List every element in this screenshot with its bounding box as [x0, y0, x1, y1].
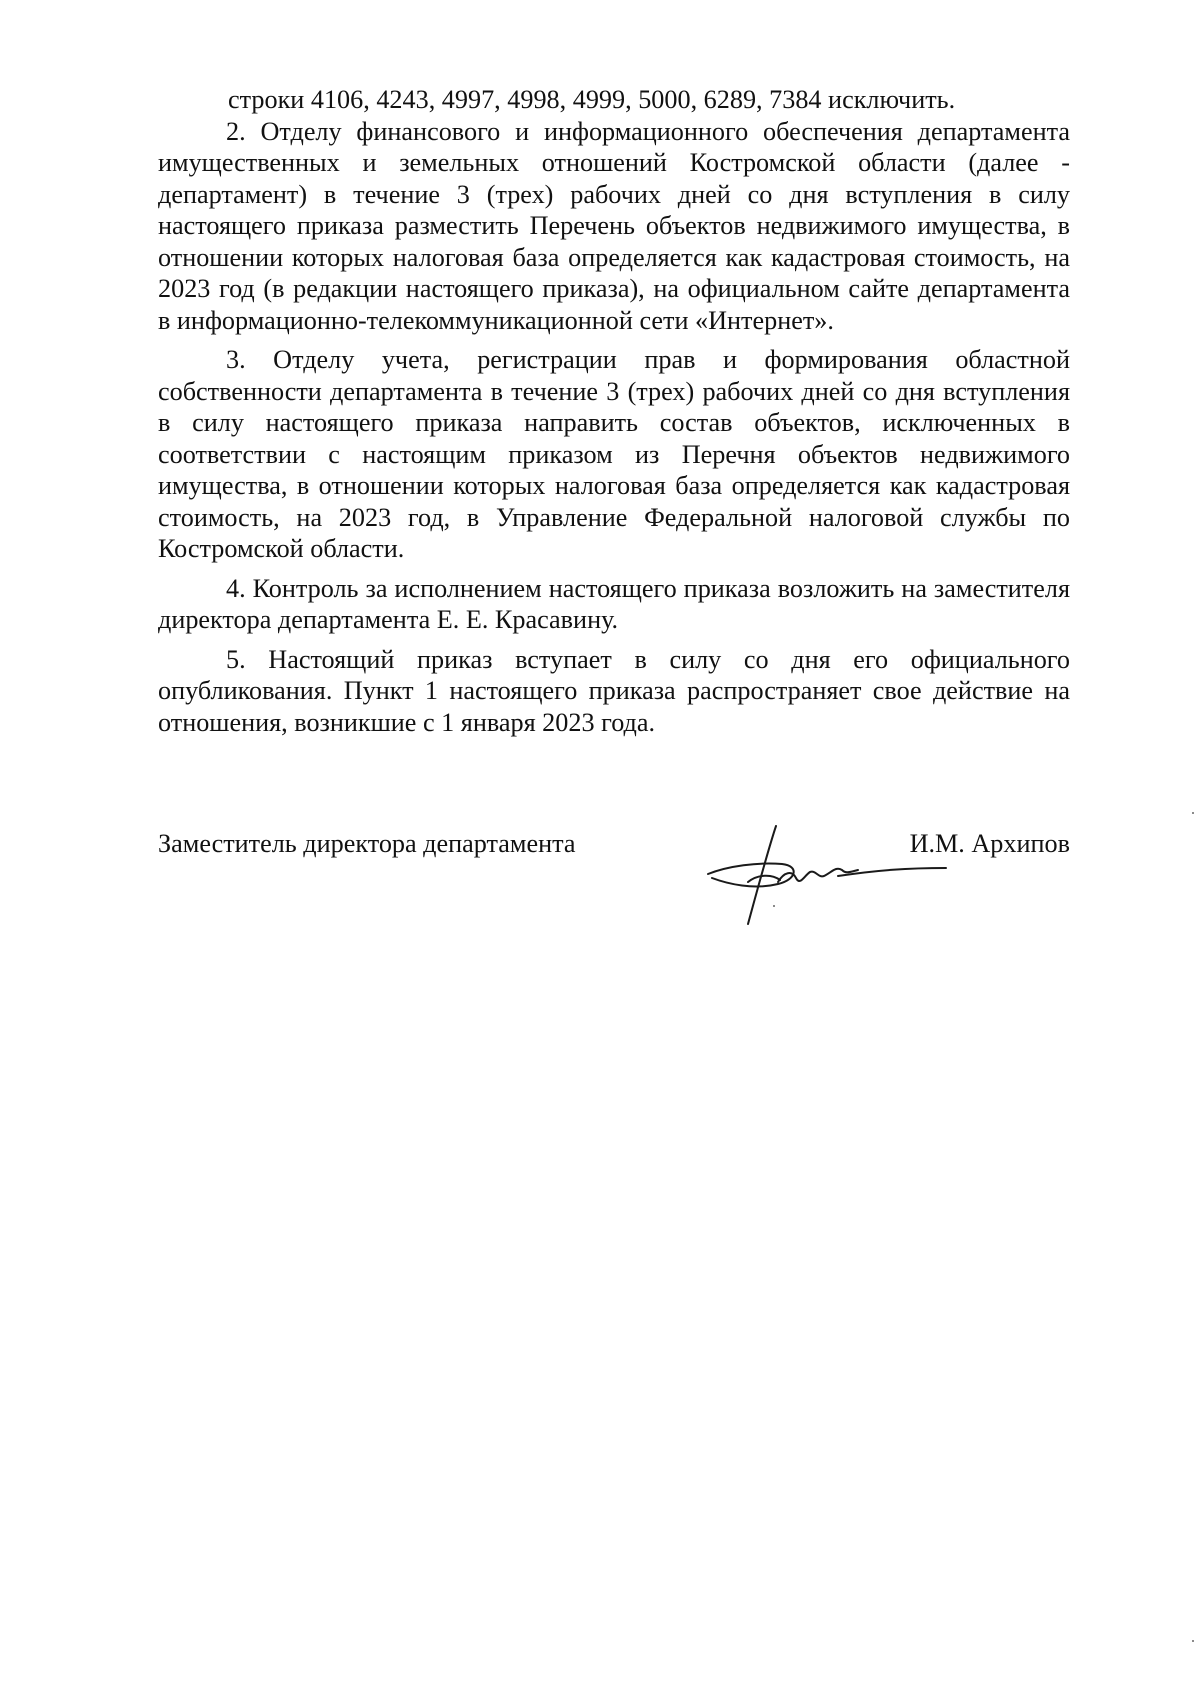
- paragraph-1-tail: строки 4106, 4243, 4997, 4998, 4999, 5000, 6289, 7384 исключить.: [228, 85, 956, 114]
- signature-block: [158, 828, 1070, 948]
- paragraph-2: 2. Отделу финансового и информационного обеспечения департамента имущественных и земельных отношений Костромской области (далее - департамент) в течение 3 (трех) рабочих дней со дня вступления в силу настоящего приказа разместить Перечень объектов недвижимого имущества, в отношении которых налоговая база определяется как кадастровая стоимость, на 2023 год (в редакции настоящего приказа), на официальном сайте департамента в информационно-телекоммуникационной сети «Интернет».: [158, 116, 1070, 335]
- document-body: [158, 84, 1070, 738]
- scan-speck: [1192, 812, 1194, 814]
- paragraph-4: 4. Контроль за исполнением настоящего приказа возложить на заместителя директора департамента Е. Е. Красавину.: [158, 573, 1070, 634]
- signer-name: И.М. Архипов: [909, 829, 1070, 858]
- scan-speck: [773, 905, 775, 907]
- paragraph-5: 5. Настоящий приказ вступает в силу со дня его официального опубликования. Пункт 1 настоящего приказа распространяет свое действие на отношения, возникшие с 1 января 2023 года.: [158, 644, 1070, 737]
- signer-role: Заместитель директора департамента: [158, 829, 576, 858]
- scan-speck: [1192, 1640, 1194, 1642]
- paragraph-3: 3. Отделу учета, регистрации прав и формирования областной собственности департамента в течение 3 (трех) рабочих дней со дня вступления в силу настоящего приказа направить состав объектов, исключенных в соответствии с настоящим приказом из Перечня объектов недвижимого имущества, в отношении которых налоговая база определяется как кадастровая стоимость, на 2023 год, в Управление Федеральной налоговой службы по Костромской области.: [158, 345, 1070, 563]
